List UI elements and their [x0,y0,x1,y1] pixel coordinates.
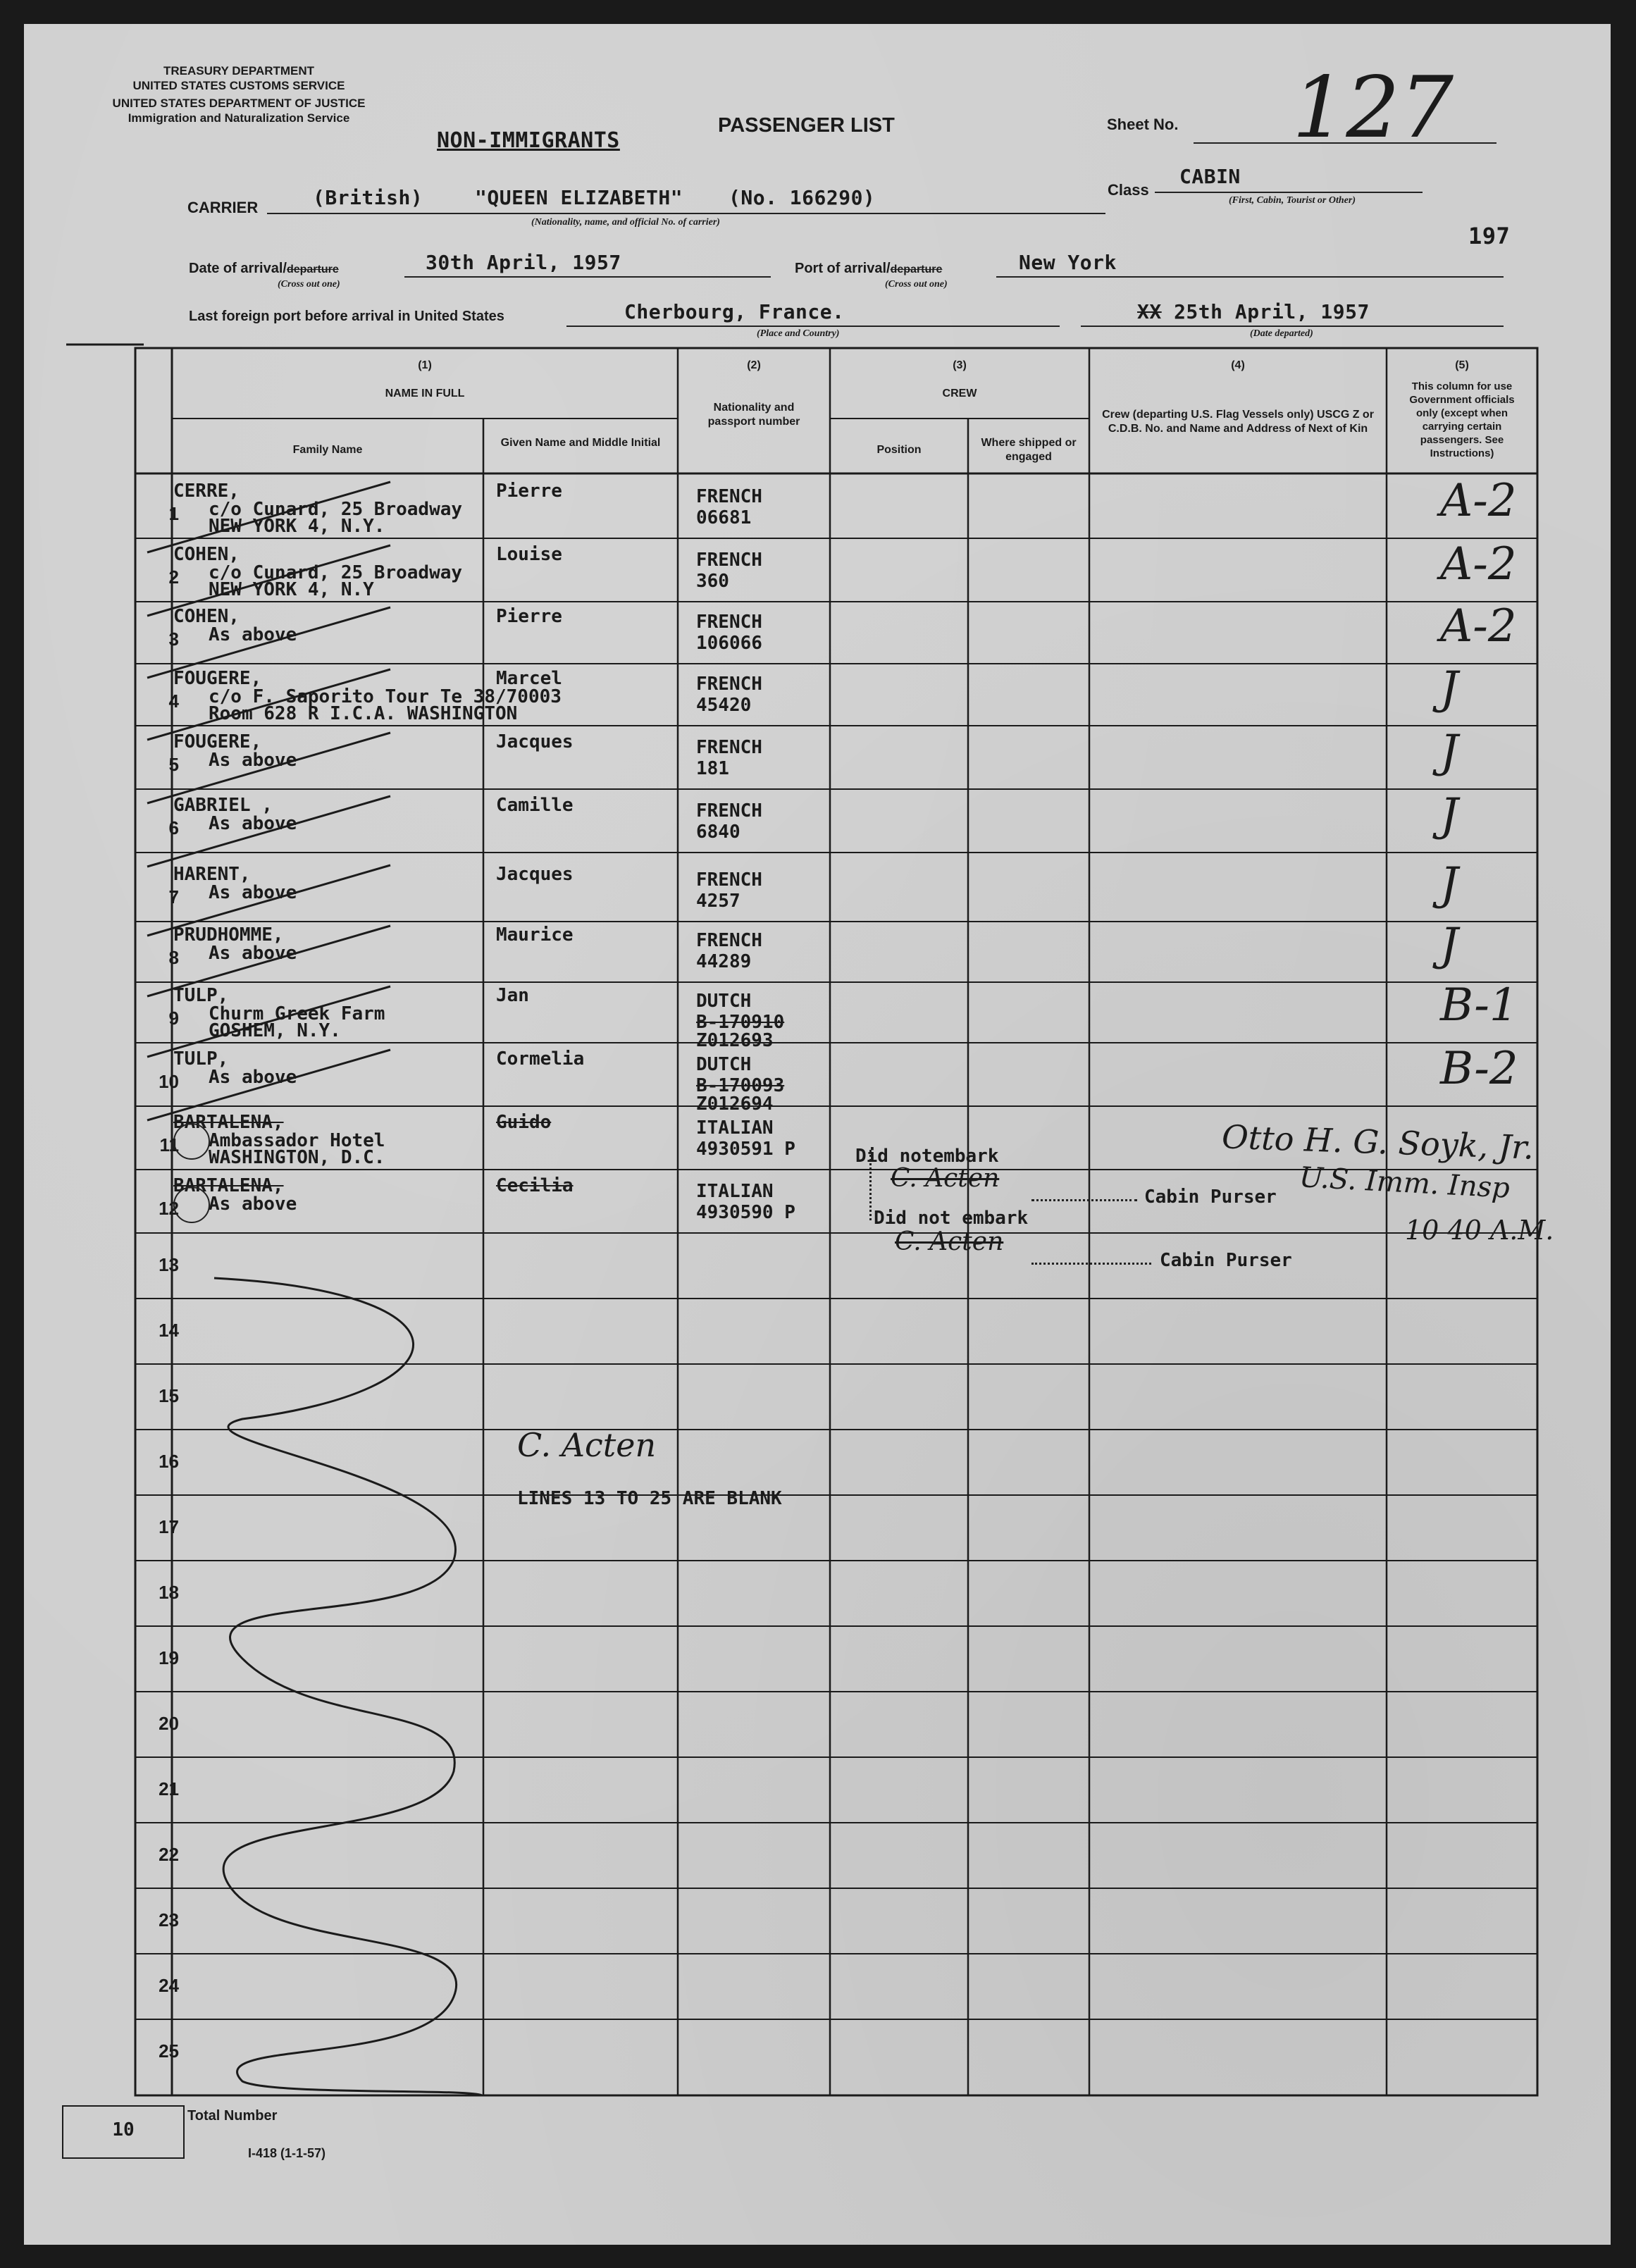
class-code: A-2 [1440,538,1517,590]
address-line-1: As above [209,750,297,771]
blank-row-number: 18 [159,1582,179,1603]
blank-row-number: 15 [159,1385,179,1406]
family-name: TULP, [173,985,229,1006]
class-code: A-2 [1440,600,1517,652]
class-label: Class [1108,181,1149,199]
family-name: TULP, [173,1048,229,1070]
given-name: Maurice [496,924,574,946]
row-number: 6 [168,817,179,838]
officer-name: Otto H. G. Soyk, Jr. [1221,1117,1535,1167]
not-embark-note-11: Did notembark [855,1146,999,1167]
given-name: Camille [496,795,574,816]
given-name: Jan [496,985,529,1006]
agency-line-2: UNITED STATES CUSTOMS SERVICE [132,79,345,92]
passport-number: 45420 [696,695,752,716]
blank-row-number: 25 [159,2040,179,2062]
row-number: 1 [168,503,179,524]
purser-signature-12: C. Acten [895,1227,1004,1256]
table-row [24,919,1611,982]
address-line-1: As above [209,1067,297,1088]
nationality: FRENCH [696,674,762,695]
given-name: Louise [496,544,562,565]
passport-number: 44289 [696,951,752,972]
given-name: Cecilia [496,1175,574,1196]
position-header: Position [876,444,922,456]
date-label: Date of arrival/departure [189,261,339,276]
blank-row-number: 21 [159,1778,179,1799]
col4-title: Crew (departing U.S. Flag Vessels only) USCG Z or C.D.B. No. and Name and Address of Next of Kin [1102,409,1374,435]
col3-title: CREW [942,388,977,399]
row-number: 7 [168,886,179,907]
row-number-circle [173,1186,210,1223]
class-code: J [1440,919,1458,971]
passport-number: 06681 [696,507,752,528]
table-row [24,1043,1611,1115]
row-number: 5 [168,754,179,775]
family-name: FOUGERE, [173,731,262,752]
class-code: J [1440,858,1458,910]
officer-title: U.S. Imm. Insp [1299,1161,1511,1205]
sheet-label: Sheet No. [1107,116,1179,133]
blank-signature: C. Acten [517,1426,657,1464]
nationality: FRENCH [696,800,762,822]
arrival-port: New York [1019,251,1117,274]
nationality: ITALIAN [696,1181,774,1202]
address-line-1: As above [209,813,297,834]
blank-row-number: 17 [159,1516,179,1537]
passport-number: 360 [696,571,729,592]
family-name: CERRE, [173,481,240,502]
officer-time: 10 40 A.M. [1405,1215,1554,1246]
passport-number: 6840 [696,822,740,843]
table-row [24,726,1611,789]
row-number: 8 [168,947,179,968]
agency-line-1: TREASURY DEPARTMENT [163,64,315,78]
family-name: BARTALENA, [173,1112,284,1133]
date-caption: (Cross out one) [278,279,340,290]
passport-number-new: Z012694 [696,1093,774,1115]
blank-row-number: 20 [159,1713,179,1734]
carrier-name: "QUEEN ELIZABETH" [475,186,683,209]
address-line-1: c/o Cunard, 25 Broadway [209,562,463,583]
carrier-caption: (Nationality, name, and official No. of carrier) [531,217,720,228]
given-name: Pierre [496,606,562,627]
address-line-1: As above [209,943,297,964]
table-row [24,979,1611,1051]
class-code: A-2 [1440,475,1517,527]
address-line-2: NEW YORK 4, N.Y [209,579,374,600]
date-departed-caption: (Date departed) [1250,328,1313,339]
family-name: COHEN, [173,544,240,565]
blank-row-number: 13 [159,1254,179,1275]
purser-title-11: Cabin Purser [1144,1186,1277,1208]
list-type: NON-IMMIGRANTS [437,128,620,153]
family-name: PRUDHOMME, [173,924,284,946]
nationality: FRENCH [696,486,762,507]
last-port-value: Cherbourg, France. [624,300,845,323]
date-struck-word: departure [286,264,339,275]
class-code: J [1440,789,1458,841]
row-number: 11 [159,1134,179,1155]
table-row [24,538,1611,602]
sheet-number: 127 [1292,59,1454,157]
table-row [24,858,1611,922]
nationality: FRENCH [696,737,762,758]
last-port-caption: (Place and Country) [757,328,840,339]
passport-number: 4930591 P [696,1139,795,1160]
class-code: J [1440,662,1458,714]
row-number: 9 [168,1008,179,1029]
given-name-header: Given Name and Middle Initial [500,437,661,449]
address-line-1: As above [209,882,297,903]
nationality: FRENCH [696,612,762,633]
col3-number: (3) [953,359,967,371]
class-caption: (First, Cabin, Tourist or Other) [1229,195,1356,206]
blank-row-number: 19 [159,1647,179,1668]
agency-line-3: UNITED STATES DEPARTMENT OF JUSTICE [112,97,366,110]
class-code: B-1 [1440,979,1518,1031]
given-name: Pierre [496,481,562,502]
col1-number: (1) [418,359,432,371]
row-number: 3 [168,628,179,650]
family-name: BARTALENA, [173,1175,284,1196]
passenger-list-document [24,24,1611,2245]
given-name: Cormelia [496,1048,585,1070]
departure-date: 25th April, 1957 [1174,300,1370,323]
row-number: 10 [159,1071,179,1092]
class-code: J [1440,726,1458,778]
col2-number: (2) [747,359,761,371]
nationality: FRENCH [696,550,762,571]
given-name: Guido [496,1112,552,1133]
col2-title: Nationality and passport number [707,402,800,428]
blank-row-number: 14 [159,1320,179,1341]
address-line-1: Ambassador Hotel [209,1130,385,1151]
blank-row-number: 16 [159,1451,179,1472]
row-number: 12 [159,1198,179,1219]
purser-signature-11: C. Acten [891,1164,1000,1193]
arrival-date: 30th April, 1957 [426,251,621,274]
passport-number: 181 [696,758,729,779]
port-caption: (Cross out one) [885,279,948,290]
address-line-2: Room 628 R I.C.A. WASHINGTON [209,703,518,724]
address-line-1: As above [209,624,297,645]
address-line-1: c/o Cunard, 25 Broadway [209,499,463,520]
total-label: Total Number [187,2108,278,2124]
nationality: FRENCH [696,930,762,951]
address-line-1: Churm Greek Farm [209,1003,385,1024]
class-code: B-2 [1440,1043,1518,1095]
family-name-header: Family Name [292,444,363,456]
form-number: I-418 (1-1-57) [248,2146,326,2160]
family-name: HARENT, [173,864,251,885]
nationality: DUTCH [696,1054,752,1075]
col5-title: This column for use Government officials only (except when carrying certain passengers. See Instructions) [1409,380,1515,459]
blank-row-number: 23 [159,1909,179,1931]
given-name: Marcel [496,668,562,689]
passport-number: B-170093 [696,1075,785,1096]
family-name: FOUGERE, [173,668,262,689]
carrier-label: CARRIER [187,199,259,216]
table-row [24,600,1611,664]
class-value: CABIN [1179,165,1241,188]
address-line-2: WASHINGTON, D.C. [209,1147,385,1168]
passport-number: 106066 [696,633,762,654]
date-prefix-struck: XX [1137,300,1162,323]
family-name: GABRIEL , [173,795,273,816]
family-name: COHEN, [173,606,240,627]
not-embark-note-12: Did not embark [874,1208,1029,1229]
passport-number: 4930590 P [696,1202,795,1223]
col1-title: NAME IN FULL [385,388,465,399]
blank-row-number: 22 [159,1844,179,1865]
col5-number: (5) [1455,359,1469,371]
blank-row-number: 24 [159,1975,179,1996]
blank-lines-squiggle [200,1264,496,2102]
shipped-header: Where shipped or engaged [981,437,1077,463]
address-line-1: As above [209,1194,297,1215]
purser-title-12: Cabin Purser [1160,1250,1292,1271]
table-row [24,662,1611,726]
agency-line-4: Immigration and Naturalization Service [128,111,350,125]
given-name: Jacques [496,864,574,885]
col4-number: (4) [1231,359,1245,371]
given-name: Jacques [496,731,574,752]
row-number: 4 [168,690,179,712]
form-title: PASSENGER LIST [718,114,895,137]
address-line-1: c/o F. Saporito Tour Te 38/70003 [209,686,562,707]
table-row [24,475,1611,538]
address-line-2: NEW YORK 4, N.Y. [209,516,385,537]
carrier-nationality: (British) [313,186,423,209]
blank-lines-note: LINES 13 TO 25 ARE BLANK [517,1488,782,1509]
nationality: ITALIAN [696,1117,774,1139]
last-port-label: Last foreign port before arrival in United States [189,309,504,324]
passport-number: B-170910 [696,1012,785,1033]
port-struck-word: departure [890,264,943,275]
carrier-official-no: (No. 166290) [729,186,876,209]
address-line-2: GOSHEM, N.Y. [209,1020,341,1041]
total-value: 10 [112,2119,135,2140]
row-number-circle [173,1123,210,1160]
passport-number: 4257 [696,891,740,912]
nationality: DUTCH [696,991,752,1012]
table-row [24,789,1611,853]
page-number: 197 [1468,223,1511,249]
total-box [62,2105,185,2159]
row-number: 2 [168,566,179,588]
port-label: Port of arrival/departure [795,261,943,276]
nationality: FRENCH [696,869,762,891]
passport-number-new: Z012693 [696,1030,774,1051]
